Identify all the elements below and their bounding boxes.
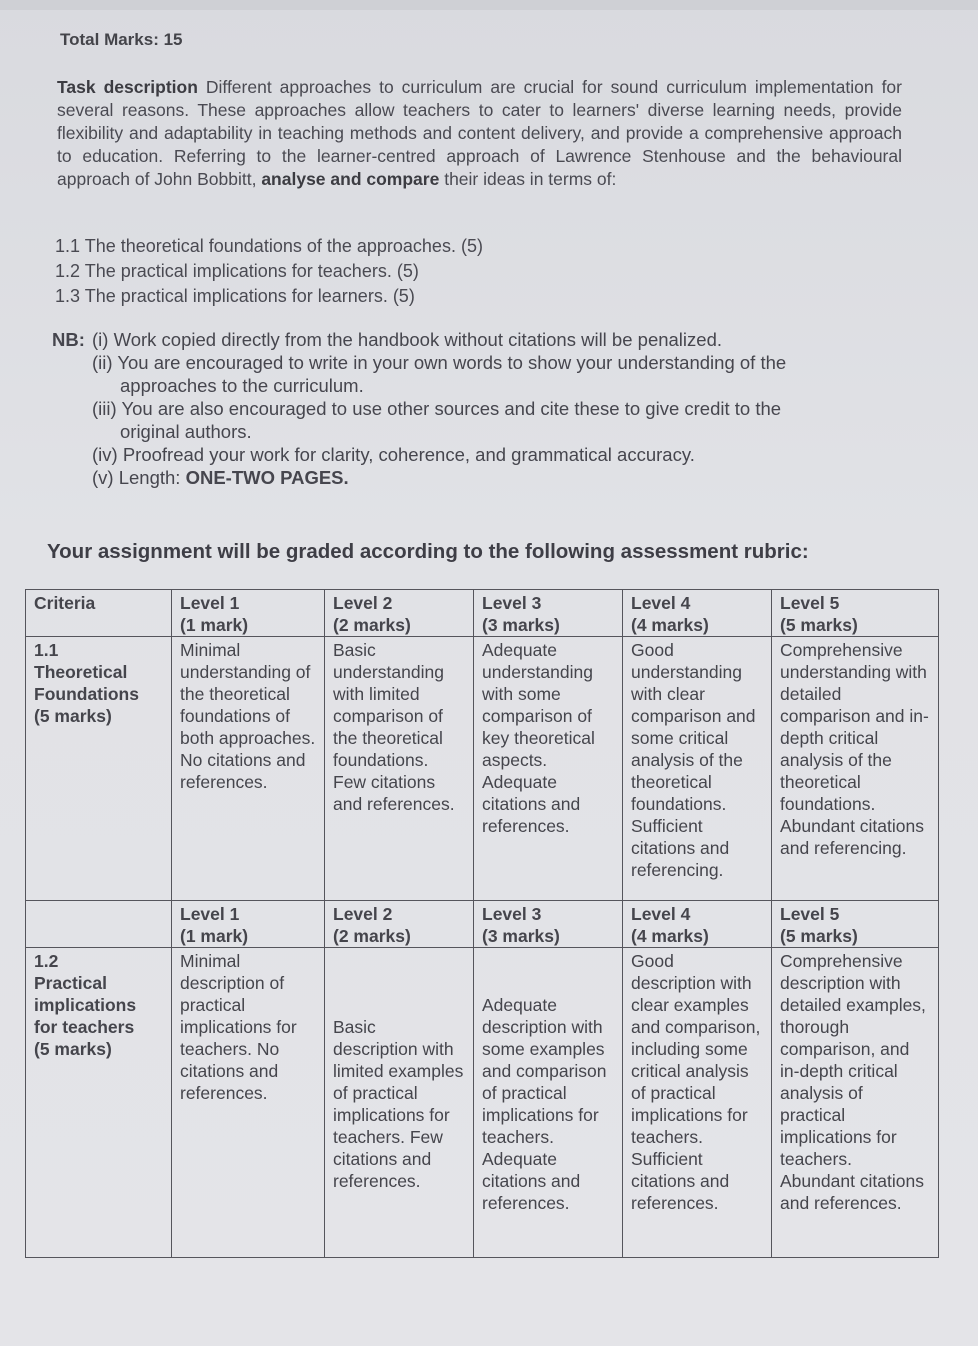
nb-length-value: ONE-TWO PAGES.: [185, 467, 349, 488]
row-1-level-3: Adequate understanding with some comparison of key theoretical aspects. Adequate citations and references.: [474, 637, 623, 901]
header-2-level-4: Level 4 (4 marks): [623, 901, 772, 948]
nb-item-3: (iii) You are also encouraged to use other sources and cite these to give credit to the: [92, 398, 782, 419]
header-level-2: Level 2 (2 marks): [325, 590, 474, 637]
nb-item-2-cont: approaches to the curriculum.: [120, 375, 364, 396]
header-level-4: Level 4 (4 marks): [623, 590, 772, 637]
question-1-2: 1.2 The practical implications for teachers. (5): [55, 261, 419, 281]
nb-item-5: [52, 466, 912, 489]
row-1-level-2: Basic understanding with limited comparison of the theoretical foundations. Few citations and references.: [325, 637, 474, 901]
rubric-row-practical-implications-teachers: [26, 948, 939, 1258]
header-criteria: Criteria: [26, 590, 172, 637]
row-1-level-5: Comprehensive understanding with detailed comparison and in-depth critical analysis of the theoretical foundations. Abundant citations and referencing.: [772, 637, 939, 901]
header-level-5: Level 5 (5 marks): [772, 590, 939, 637]
row-2-level-1: Minimal description of practical implications for teachers. No citations and references.: [172, 948, 325, 1258]
nb-notes: [52, 328, 912, 489]
row-2-level-4: Good description with clear examples and comparison, including some critical analysis of practical implications for teachers. Sufficient citations and references.: [623, 948, 772, 1258]
nb-label: NB:: [52, 329, 85, 350]
row-2-level-2: Basic description with limited examples of practical implications for teachers. Few citations and references.: [325, 948, 474, 1258]
row-2-level-3: Adequate description with some examples and comparison of practical implications for teachers. Adequate citations and references.: [474, 948, 623, 1258]
assessment-rubric-table: [25, 589, 939, 1258]
header-2-level-1: Level 1 (1 mark): [172, 901, 325, 948]
total-marks: Total Marks: 15: [60, 30, 183, 49]
cut-off-heading: [0, 0, 978, 10]
header-level-3: Level 3 (3 marks): [474, 590, 623, 637]
task-description: [57, 76, 902, 191]
header-2-level-2: Level 2 (2 marks): [325, 901, 474, 948]
task-emphasis: analyse and compare: [261, 169, 440, 189]
task-text-1: Different approaches to curriculum are crucial for sound curriculum implementation for several reasons. These approaches allow teachers to cater to learners' diverse learning needs, provide flexibility and adaptability in teaching methods and content delivery, and provide a comprehensive approach to education. Referring to the learner-centred approach of Lawrence Stenhouse and the behavioural approach of John Bobbitt,: [57, 77, 902, 189]
row-1-level-1: Minimal understanding of the theoretical foundations of both approaches. No citations and references.: [172, 637, 325, 901]
row-1-level-4: Good understanding with clear comparison and some critical analysis of the theoretical foundations. Sufficient citations and referencing.: [623, 637, 772, 901]
task-text-2: their ideas in terms of:: [444, 169, 617, 189]
task-label: Task description: [57, 77, 198, 97]
question-1-1: 1.1 The theoretical foundations of the approaches. (5): [55, 236, 483, 256]
nb-item-3-cont: original authors.: [120, 421, 252, 442]
nb-item-1: (i) Work copied directly from the handbook without citations will be penalized.: [92, 329, 722, 350]
header-2-level-3: Level 3 (3 marks): [474, 901, 623, 948]
header-2-criteria: [26, 901, 172, 948]
criteria-1-1: 1.1 Theoretical Foundations (5 marks): [26, 637, 172, 901]
nb-item-4: (iv) Proofread your work for clarity, coherence, and grammatical accuracy.: [92, 444, 695, 465]
rubric-row-theoretical-foundations: [26, 637, 939, 901]
criteria-1-2: 1.2 Practical implications for teachers (5 marks): [26, 948, 172, 1258]
rubric-header-row-2: [26, 901, 939, 948]
nb-length-label: (v) Length:: [92, 467, 181, 488]
nb-item-2: (ii) You are encouraged to write in your own words to show your understanding of the: [92, 352, 787, 373]
row-2-level-5: Comprehensive description with detailed examples, thorough comparison, and in-depth critical analysis of practical implications for teachers. Abundant citations and references.: [772, 948, 939, 1258]
question-1-3: 1.3 The practical implications for learners. (5): [55, 286, 415, 306]
rubric-header-row-1: [26, 590, 939, 637]
rubric-heading: Your assignment will be graded according to the following assessment rubric:: [47, 540, 809, 563]
header-2-level-5: Level 5 (5 marks): [772, 901, 939, 948]
header-level-1: Level 1 (1 mark): [172, 590, 325, 637]
